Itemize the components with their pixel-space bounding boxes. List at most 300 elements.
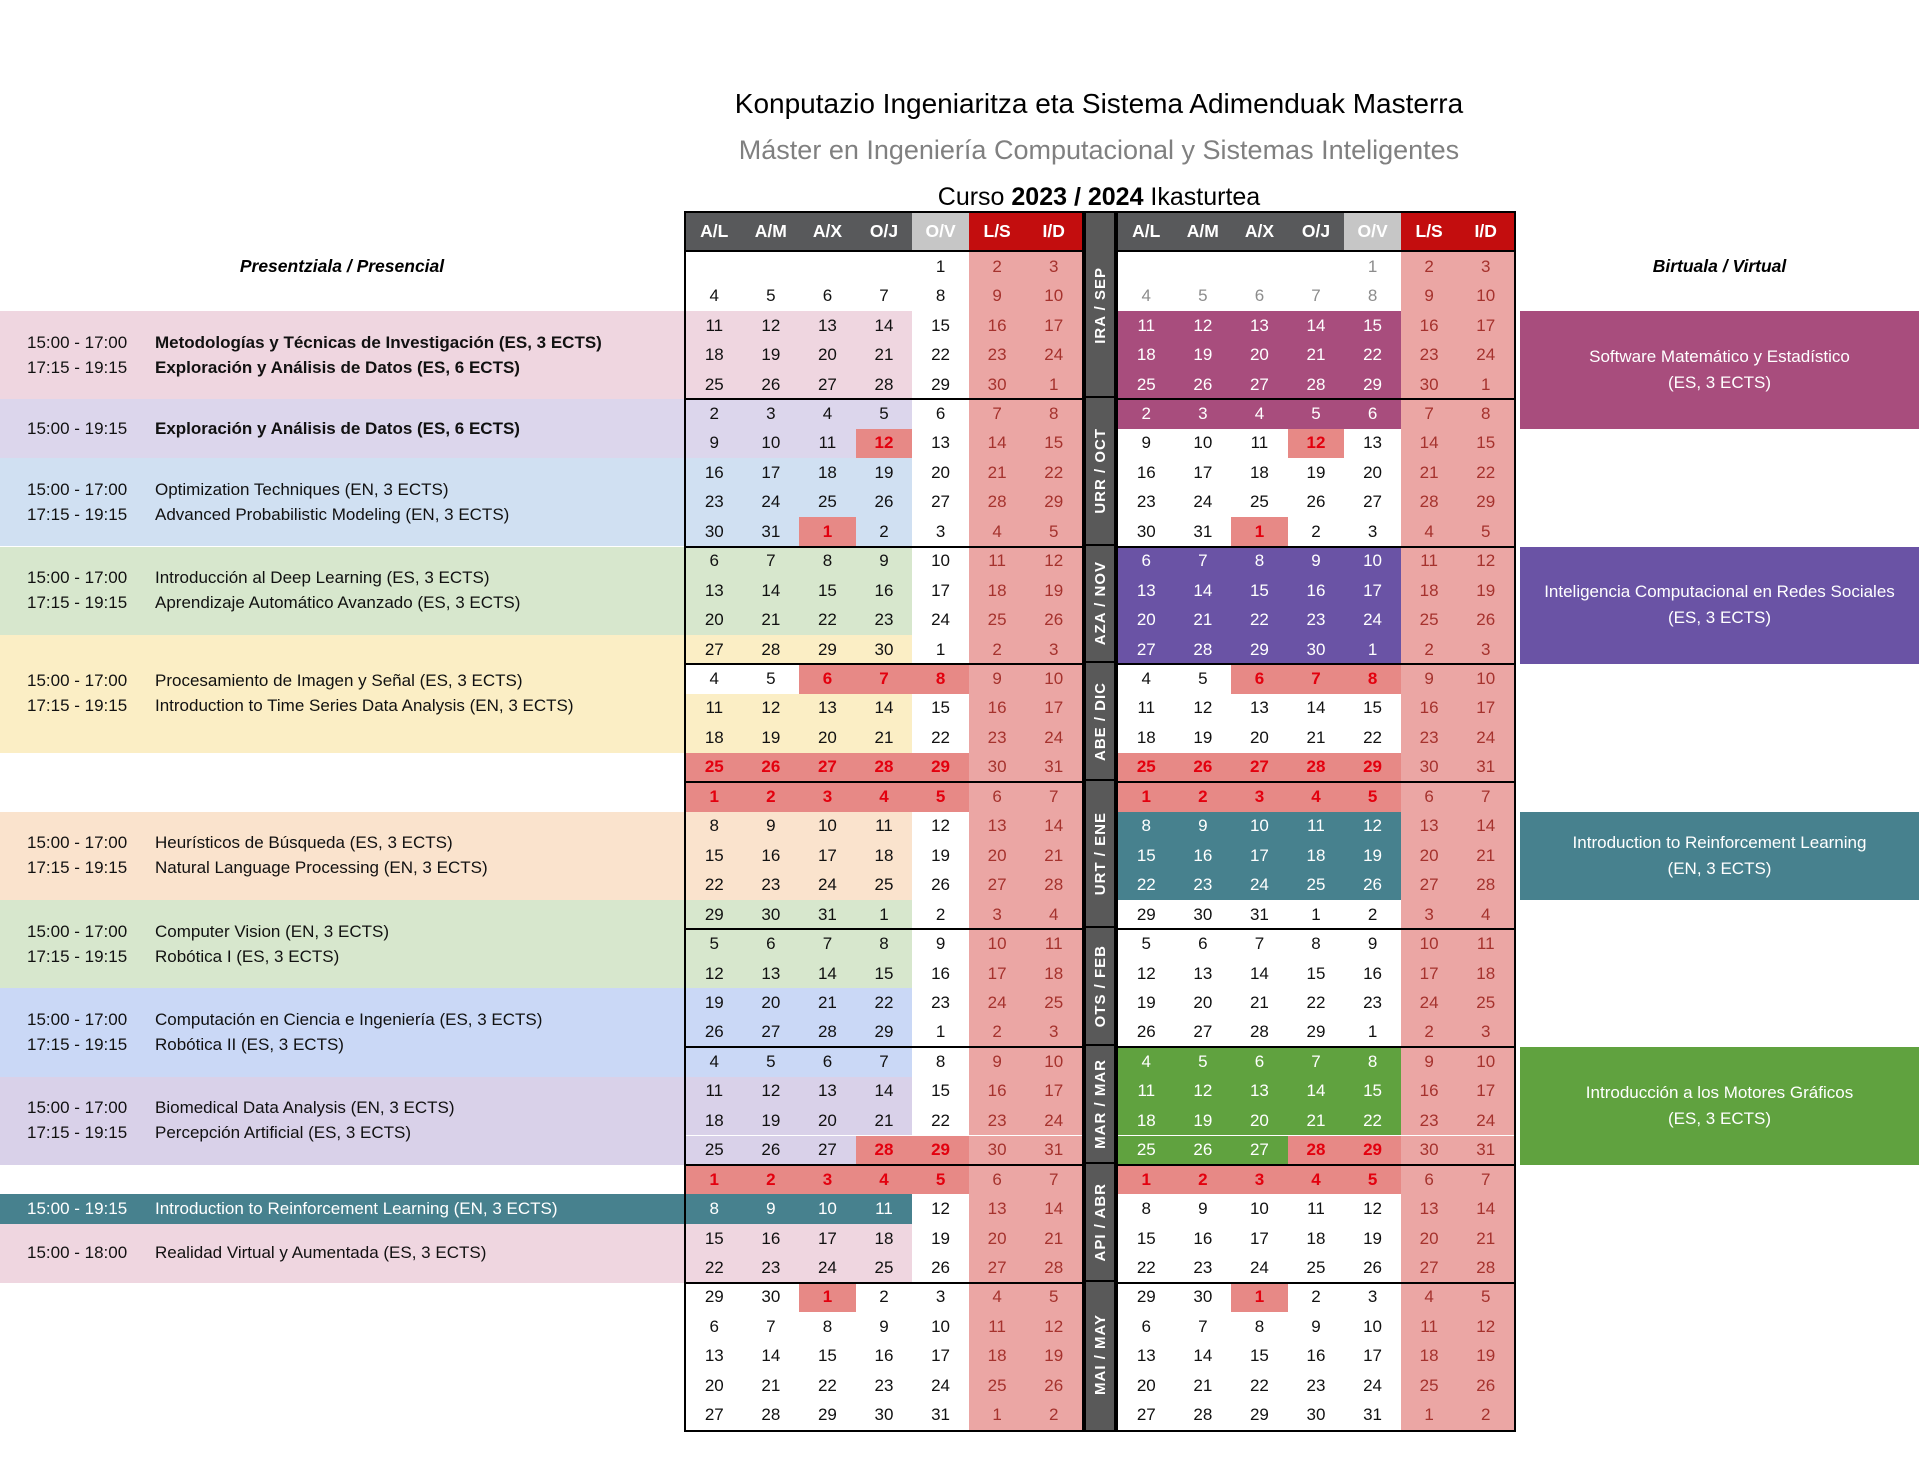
day-cell: 8 — [1344, 664, 1401, 693]
day-cell: 4 — [856, 782, 913, 811]
day-cell: 12 — [743, 1077, 800, 1106]
day-cell: 13 — [969, 1194, 1026, 1223]
day-cell: 2 — [879, 1287, 889, 1307]
day-cell: 25 — [1401, 1371, 1458, 1400]
month-divider — [686, 1282, 1082, 1284]
day-cell: 4 — [969, 517, 1026, 546]
day-cell: 24 — [1344, 605, 1401, 634]
day-cell: 29 — [1025, 488, 1082, 517]
day-cell: 3 — [799, 782, 856, 811]
day-cell: 13 — [686, 576, 743, 605]
day-cell: 1 — [1311, 904, 1321, 924]
day-cell: 16 — [874, 1346, 894, 1366]
day-cell: 13 — [1401, 1194, 1458, 1223]
day-cell: 19 — [1457, 1342, 1514, 1371]
day-cell: 30 — [1306, 1405, 1326, 1425]
day-cell: 5 — [1344, 1165, 1401, 1194]
day-cell: 6 — [1231, 664, 1288, 693]
month-divider — [686, 398, 1082, 400]
day-cell: 30 — [1193, 1287, 1213, 1307]
day-cell: 25 — [1118, 753, 1175, 782]
month-divider — [1118, 1282, 1514, 1284]
weekday-header-cell: O/V — [912, 213, 969, 250]
day-cell: 4 — [1025, 900, 1082, 929]
day-cell: 4 — [1288, 1165, 1345, 1194]
day-cell: 14 — [1025, 1194, 1082, 1223]
course-name: Introducción a los Motores Gráficos — [1585, 1083, 1854, 1103]
day-cell: 5 — [686, 929, 743, 958]
day-cell: 9 — [969, 664, 1026, 693]
day-cell: 17 — [1344, 576, 1401, 605]
day-cell: 16 — [686, 458, 743, 487]
presencial-course-block — [0, 812, 684, 900]
month-divider — [686, 1046, 1082, 1048]
day-cell: 19 — [686, 988, 743, 1017]
day-cell: 23 — [1401, 723, 1458, 752]
day-cell: 29 — [1136, 904, 1156, 924]
day-cell: 3 — [1367, 1287, 1378, 1307]
day-cell: 14 — [1025, 812, 1082, 841]
day-cell: 30 — [969, 1136, 1026, 1165]
course-name: Exploración y Análisis de Datos (ES, 6 ECTS) — [155, 418, 520, 438]
day-cell: 4 — [1401, 517, 1458, 546]
day-cell: 7 — [1175, 547, 1232, 576]
day-cell: 29 — [799, 635, 856, 664]
day-cell: 14 — [1193, 1346, 1213, 1366]
day-cell: 28 — [1175, 635, 1232, 664]
day-cell: 18 — [1306, 1228, 1326, 1248]
day-cell: 5 — [766, 286, 776, 306]
day-cell: 22 — [1306, 992, 1326, 1012]
month-strip-divider — [1086, 396, 1114, 398]
day-cell: 26 — [1175, 1136, 1232, 1165]
day-cell: 31 — [743, 517, 800, 546]
day-cell: 16 — [1175, 841, 1232, 870]
day-cell: 12 — [1457, 547, 1514, 576]
day-cell: 12 — [931, 816, 951, 836]
day-cell: 19 — [1363, 1228, 1383, 1248]
day-cell: 29 — [856, 1018, 913, 1047]
day-cell: 3 — [1231, 1165, 1288, 1194]
course-year-suffix: Ikasturtea — [1143, 183, 1261, 211]
day-cell: 29 — [1306, 1022, 1326, 1042]
day-cell: 14 — [761, 1346, 781, 1366]
day-cell: 3 — [1367, 521, 1378, 541]
day-cell: 6 — [1401, 782, 1458, 811]
day-cell: 31 — [1457, 1136, 1514, 1165]
course-entry — [0, 502, 684, 527]
day-cell: 18 — [799, 458, 856, 487]
day-cell: 25 — [799, 488, 856, 517]
day-cell: 7 — [969, 399, 1026, 428]
month-label: URT / ENE — [1091, 812, 1109, 896]
day-cell: 27 — [743, 1018, 800, 1047]
month-label: OTS / FEB — [1091, 945, 1109, 1028]
presencial-course-block — [0, 635, 684, 753]
day-cell: 2 — [1175, 782, 1232, 811]
day-cell: 27 — [799, 370, 856, 399]
day-cell: 19 — [1457, 576, 1514, 605]
presencial-course-block — [0, 1224, 684, 1283]
day-cell: 5 — [1141, 934, 1152, 954]
day-cell: 14 — [743, 576, 800, 605]
day-cell: 19 — [1193, 727, 1213, 747]
day-cell: 3 — [1457, 635, 1514, 664]
day-cell: 8 — [1025, 399, 1082, 428]
day-cell: 21 — [1193, 1375, 1213, 1395]
day-cell: 23 — [1306, 1375, 1326, 1395]
day-cell: 17 — [1025, 1077, 1082, 1106]
day-cell: 2 — [969, 635, 1026, 664]
course-name: Introducción al Deep Learning (ES, 3 ECTS) — [155, 568, 490, 588]
day-cell: 5 — [1288, 399, 1345, 428]
day-cell: 10 — [969, 929, 1026, 958]
day-cell: 25 — [1457, 988, 1514, 1017]
day-cell: 18 — [969, 1342, 1026, 1371]
day-cell: 2 — [1401, 252, 1458, 281]
day-cell: 11 — [686, 694, 743, 723]
course-name: Introduction to Time Series Data Analysis (EN, 3 ECTS) — [155, 696, 574, 716]
day-cell: 11 — [1401, 547, 1458, 576]
day-cell: 24 — [1025, 340, 1082, 369]
course-entry — [0, 1096, 684, 1121]
day-cell: 16 — [1288, 576, 1345, 605]
day-cell: 20 — [969, 1224, 1026, 1253]
day-cell: 25 — [856, 870, 913, 899]
day-cell: 26 — [1306, 492, 1326, 512]
course-year-prefix: Curso — [937, 183, 1012, 211]
day-cell: 24 — [931, 610, 951, 630]
day-cell: 11 — [1288, 812, 1345, 841]
day-cell: 4 — [856, 1165, 913, 1194]
day-cell: 18 — [1118, 340, 1175, 369]
day-cell: 5 — [1457, 1283, 1514, 1312]
day-cell: 28 — [1457, 1253, 1514, 1282]
day-cell: 17 — [1457, 1077, 1514, 1106]
course-entry — [0, 591, 684, 616]
day-cell: 22 — [1249, 1375, 1269, 1395]
course-ects: (EN, 3 ECTS) — [1667, 858, 1772, 878]
day-cell: 7 — [1457, 1165, 1514, 1194]
day-cell: 4 — [1457, 900, 1514, 929]
day-cell: 23 — [1136, 492, 1156, 512]
day-cell: 8 — [935, 286, 946, 306]
day-cell: 20 — [1231, 340, 1288, 369]
day-cell: 10 — [799, 812, 856, 841]
day-cell: 8 — [935, 1051, 946, 1071]
day-cell: 16 — [1363, 963, 1383, 983]
day-cell: 29 — [1344, 370, 1401, 399]
day-cell: 30 — [969, 370, 1026, 399]
course-name: Introduction to Reinforcement Learning (EN, 3 ECTS) — [155, 1199, 558, 1219]
course-entry — [0, 919, 684, 944]
virtual-course-block — [1520, 1047, 1919, 1165]
course-name: Procesamiento de Imagen y Señal (ES, 3 ECTS) — [155, 671, 523, 691]
day-cell: 24 — [1363, 1375, 1383, 1395]
day-cell: 3 — [969, 900, 1026, 929]
day-cell — [1175, 252, 1232, 281]
day-cell: 1 — [1401, 1401, 1458, 1430]
month-label: ABE / DIC — [1091, 681, 1109, 761]
month-strip-segment — [1086, 1281, 1114, 1428]
day-cell: 21 — [743, 605, 800, 634]
course-name: Computación en Ciencia e Ingeniería (ES, 3 ECTS) — [155, 1009, 543, 1029]
month-strip-segment — [1086, 545, 1114, 663]
course-name: Natural Language Processing (EN, 3 ECTS) — [155, 858, 488, 878]
day-cell: 18 — [969, 576, 1026, 605]
day-cell: 25 — [856, 1253, 913, 1282]
day-cell: 30 — [1193, 904, 1213, 924]
month-strip-segment — [1086, 397, 1114, 544]
day-cell: 11 — [1457, 929, 1514, 958]
day-cell: 18 — [1401, 1342, 1458, 1371]
month-divider — [1118, 398, 1514, 400]
day-cell: 20 — [799, 723, 856, 752]
day-cell: 9 — [743, 1194, 800, 1223]
day-cell: 31 — [1249, 904, 1269, 924]
day-cell: 20 — [686, 605, 743, 634]
day-cell: 27 — [1193, 1022, 1213, 1042]
month-divider — [686, 546, 1082, 548]
day-cell: 4 — [1118, 1047, 1175, 1076]
day-cell: 23 — [969, 723, 1026, 752]
day-cell: 6 — [1401, 1165, 1458, 1194]
presencial-course-block — [0, 547, 684, 635]
day-cell: 28 — [1288, 1136, 1345, 1165]
day-cell: 19 — [931, 1228, 951, 1248]
day-cell: 2 — [686, 399, 743, 428]
day-cell: 22 — [1025, 458, 1082, 487]
day-cell: 30 — [1288, 635, 1345, 664]
day-cell: 8 — [912, 664, 969, 693]
day-cell: 27 — [1231, 1136, 1288, 1165]
day-cell: 29 — [704, 1287, 724, 1307]
day-cell: 16 — [1306, 1346, 1326, 1366]
day-cell — [743, 252, 800, 281]
day-cell: 19 — [1344, 841, 1401, 870]
month-strip-divider — [1086, 1162, 1114, 1164]
day-cell: 18 — [1401, 576, 1458, 605]
day-cell: 21 — [1401, 458, 1458, 487]
month-label: IRA / SEP — [1091, 266, 1109, 344]
day-cell: 26 — [1136, 1022, 1156, 1042]
day-cell: 27 — [1363, 492, 1383, 512]
day-cell: 17 — [931, 1346, 951, 1366]
day-cell: 22 — [931, 1110, 951, 1130]
course-entry — [0, 416, 684, 441]
day-cell: 2 — [1311, 1287, 1321, 1307]
day-cell: 14 — [856, 1077, 913, 1106]
day-cell: 6 — [1141, 1316, 1152, 1336]
day-cell: 7 — [1288, 1047, 1345, 1076]
day-cell: 28 — [856, 1136, 913, 1165]
day-cell: 9 — [879, 1316, 889, 1336]
day-cell: 27 — [969, 1253, 1026, 1282]
day-cell — [1118, 252, 1175, 281]
month-strip — [1084, 211, 1116, 1432]
day-cell: 30 — [1136, 521, 1156, 541]
day-cell: 17 — [1193, 462, 1213, 482]
day-cell: 16 — [969, 1077, 1026, 1106]
day-cell: 23 — [1288, 605, 1345, 634]
weekday-header-cell: A/M — [743, 213, 800, 250]
weekday-header-cell: A/X — [1231, 213, 1288, 250]
month-label: MAI / MAY — [1091, 1313, 1109, 1395]
day-cell: 29 — [912, 753, 969, 782]
day-cell: 15 — [1344, 311, 1401, 340]
day-cell: 3 — [799, 1165, 856, 1194]
day-cell: 31 — [1025, 753, 1082, 782]
day-cell: 2 — [969, 1018, 1026, 1047]
day-cell: 4 — [799, 399, 856, 428]
course-time: 15:00 - 17:00 — [27, 921, 128, 941]
day-cell: 25 — [686, 370, 743, 399]
weekday-header-cell: L/S — [1401, 213, 1458, 250]
day-cell: 5 — [1025, 1283, 1082, 1312]
course-name: Advanced Probabilistic Modeling (EN, 3 ECTS) — [155, 504, 510, 524]
day-cell: 14 — [1401, 429, 1458, 458]
day-cell: 10 — [931, 551, 951, 571]
day-cell: 29 — [1457, 488, 1514, 517]
day-cell: 21 — [856, 1106, 913, 1135]
day-cell: 20 — [743, 988, 800, 1017]
course-time: 15:00 - 17:00 — [27, 1098, 128, 1118]
day-cell — [686, 252, 743, 281]
day-cell: 29 — [1231, 635, 1288, 664]
day-cell: 15 — [686, 841, 743, 870]
day-cell: 27 — [1231, 370, 1288, 399]
day-cell: 11 — [1137, 698, 1156, 718]
month-strip-segment — [1086, 927, 1114, 1045]
day-cell: 15 — [931, 698, 951, 718]
day-cell: 4 — [1141, 286, 1152, 306]
day-cell: 4 — [1288, 782, 1345, 811]
day-cell: 12 — [1363, 1199, 1383, 1219]
day-cell: 15 — [1025, 429, 1082, 458]
day-cell: 13 — [799, 311, 856, 340]
day-cell: 25 — [1118, 370, 1175, 399]
day-cell: 15 — [1457, 429, 1514, 458]
day-cell: 12 — [1025, 1312, 1082, 1341]
day-cell: 23 — [1363, 992, 1383, 1012]
day-cell: 1 — [1118, 1165, 1175, 1194]
virtual-calendar — [1116, 211, 1516, 1432]
day-cell: 14 — [1457, 812, 1514, 841]
day-cell: 10 — [1025, 664, 1082, 693]
day-cell: 28 — [743, 635, 800, 664]
month-divider — [1118, 546, 1514, 548]
day-cell: 2 — [743, 1165, 800, 1194]
day-cell: 6 — [686, 547, 743, 576]
day-cell: 24 — [969, 988, 1026, 1017]
day-cell: 23 — [856, 605, 913, 634]
day-cell: 27 — [1231, 753, 1288, 782]
course-entry — [0, 1121, 684, 1146]
day-cell: 13 — [1118, 576, 1175, 605]
day-cell: 23 — [969, 340, 1026, 369]
day-cell: 4 — [1231, 399, 1288, 428]
month-strip-segment — [1086, 1163, 1114, 1281]
day-cell: 11 — [686, 1077, 743, 1106]
day-cell: 31 — [1363, 1405, 1383, 1425]
day-cell: 8 — [1367, 286, 1378, 306]
course-entry — [0, 1007, 684, 1032]
day-cell: 2 — [1457, 1401, 1514, 1430]
course-time: 17:15 - 19:15 — [27, 504, 128, 524]
weekday-header-cell: I/D — [1457, 213, 1514, 250]
day-cell: 20 — [1136, 1375, 1156, 1395]
day-cell: 16 — [743, 1224, 800, 1253]
day-cell: 28 — [1249, 1022, 1269, 1042]
month-label: URR / OCT — [1091, 428, 1109, 514]
day-cell: 28 — [799, 1018, 856, 1047]
day-cell: 10 — [931, 1316, 951, 1336]
day-cell: 22 — [1344, 1106, 1401, 1135]
course-entry — [0, 669, 684, 694]
day-cell: 21 — [969, 458, 1026, 487]
day-cell: 5 — [743, 1047, 800, 1076]
day-cell: 21 — [1025, 1224, 1082, 1253]
weekday-header-cell: A/L — [1118, 213, 1175, 250]
day-cell: 3 — [1025, 252, 1082, 281]
day-cell: 14 — [1288, 311, 1345, 340]
course-time: 15:00 - 17:00 — [27, 479, 128, 499]
month-strip-divider — [1086, 926, 1114, 928]
day-cell: 7 — [766, 1316, 776, 1336]
day-cell: 22 — [799, 605, 856, 634]
day-cell: 29 — [1344, 753, 1401, 782]
day-cell: 26 — [931, 875, 951, 895]
day-cell: 12 — [1175, 311, 1232, 340]
presencial-course-block — [0, 988, 684, 1076]
day-cell: 29 — [912, 1136, 969, 1165]
day-cell: 28 — [969, 488, 1026, 517]
day-cell: 10 — [799, 1194, 856, 1223]
day-cell: 15 — [1231, 576, 1288, 605]
day-cell: 16 — [1193, 1228, 1213, 1248]
day-cell: 8 — [1311, 934, 1321, 954]
day-cell: 9 — [969, 281, 1026, 310]
day-cell: 8 — [856, 929, 913, 958]
course-time: 15:00 - 17:00 — [27, 833, 128, 853]
day-cell: 5 — [1025, 517, 1082, 546]
day-cell: 2 — [1367, 904, 1378, 924]
day-cell: 23 — [1175, 870, 1232, 899]
day-cell: 8 — [1118, 812, 1175, 841]
day-cell: 15 — [1306, 963, 1326, 983]
day-cell: 21 — [1025, 841, 1082, 870]
course-entry — [0, 355, 684, 380]
course-time: 15:00 - 17:00 — [27, 332, 128, 352]
day-cell: 26 — [1175, 753, 1232, 782]
day-cell: 11 — [1025, 929, 1082, 958]
day-cell: 15 — [686, 1224, 743, 1253]
day-cell: 6 — [1198, 934, 1208, 954]
month-strip-divider — [1086, 1044, 1114, 1046]
day-cell: 20 — [1193, 992, 1213, 1012]
day-cell: 16 — [969, 311, 1026, 340]
day-cell: 30 — [969, 753, 1026, 782]
day-cell: 20 — [1231, 1106, 1288, 1135]
course-time: 15:00 - 19:15 — [27, 418, 128, 438]
day-cell: 23 — [686, 488, 743, 517]
day-cell: 12 — [1457, 1312, 1514, 1341]
course-time: 15:00 - 17:00 — [27, 671, 128, 691]
day-cell: 29 — [1249, 1405, 1269, 1425]
month-divider — [1118, 663, 1514, 665]
day-cell: 21 — [856, 723, 913, 752]
day-cell: 13 — [1231, 1077, 1288, 1106]
